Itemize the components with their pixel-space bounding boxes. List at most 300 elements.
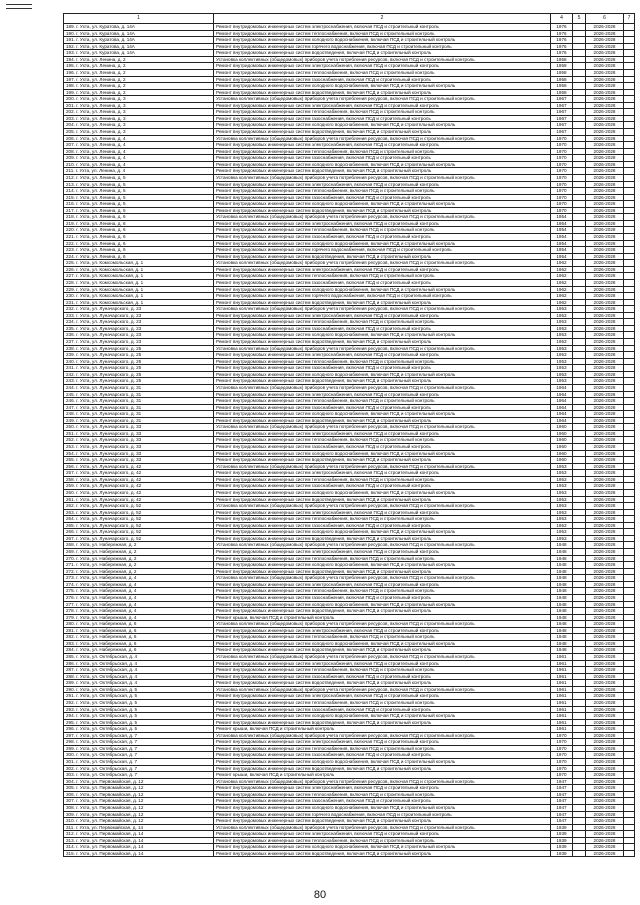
year-cell: 1954 bbox=[551, 234, 573, 241]
address-cell: 272. г. Ухта, ул. Набережная, д. 2 bbox=[64, 568, 214, 575]
period-cell: 2026-2028 bbox=[586, 306, 624, 313]
period-cell: 2026-2028 bbox=[586, 227, 624, 234]
address-cell: 216. г. Ухта, ул. Ленина, д. 5 bbox=[64, 201, 214, 208]
address-cell: 283. г. Ухта, ул. Набережная, д. 6 bbox=[64, 640, 214, 647]
work-type-cell: Ремонт внутридомовых инженерных систем теплоснабжения, включая ПСД и строительный контроль bbox=[214, 227, 551, 234]
year-cell: 1948 bbox=[551, 634, 573, 641]
work-type-cell: Ремонт внутридомовых инженерных систем теплоснабжения, включая ПСД и строительный контроль bbox=[214, 69, 551, 76]
year-cell: 1970 bbox=[551, 207, 573, 214]
address-cell: 289. г. Ухта, ул. Октябрьская, д. 4 bbox=[64, 680, 214, 687]
year-cell: 1960 bbox=[551, 430, 573, 437]
period-cell: 2026-2028 bbox=[586, 378, 624, 385]
address-cell: 198. г. Ухта, ул. Ленина, д. 2 bbox=[64, 83, 214, 90]
address-cell: 201. г. Ухта, ул. Ленина, д. 3 bbox=[64, 102, 214, 109]
year-cell: 1948 bbox=[551, 608, 573, 615]
period-cell: 2026-2028 bbox=[586, 614, 624, 621]
year-cell: 1970 bbox=[551, 161, 573, 168]
work-type-cell: Ремонт внутридомовых инженерных систем холодного водоснабжения, включая ПСД и строительный контроль bbox=[214, 640, 551, 647]
address-cell: 287. г. Ухта, ул. Октябрьская, д. 4 bbox=[64, 667, 214, 674]
period-cell: 2026-2028 bbox=[586, 680, 624, 687]
year-cell: 1976 bbox=[551, 43, 573, 50]
year-cell: 1964 bbox=[551, 391, 573, 398]
work-type-cell: Ремонт внутридомовых инженерных систем холодного водоснабжения, включая ПСД и строительный контроль bbox=[214, 804, 551, 811]
period-cell: 2026-2028 bbox=[586, 765, 624, 772]
work-type-cell: Ремонт внутридомовых инженерных систем водоотведения, включая ПСД и строительный контроль bbox=[214, 417, 551, 424]
year-cell: 1958 bbox=[551, 89, 573, 96]
year-cell: 1953 bbox=[551, 378, 573, 385]
work-type-cell: Ремонт внутридомовых инженерных систем электроснабжения, включая ПСД и строительный контроль bbox=[214, 785, 551, 792]
period-cell: 2026-2028 bbox=[586, 96, 624, 103]
year-cell: 1948 bbox=[551, 549, 573, 556]
work-type-cell: Ремонт внутридомовых инженерных систем электроснабжения, включая ПСД и строительный контроль bbox=[214, 549, 551, 556]
year-cell: 1964 bbox=[551, 411, 573, 418]
work-type-cell: Ремонт внутридомовых инженерных систем электроснабжения, включая ПСД и строительный контроль bbox=[214, 470, 551, 477]
year-cell: 1953 bbox=[551, 496, 573, 503]
address-cell: 231. г. Ухта, ул. Комсомольская, д. 1 bbox=[64, 299, 214, 306]
address-cell: 193. г. Ухта, ул. Куратова, д. 14А bbox=[64, 50, 214, 57]
year-cell: 1953 bbox=[551, 476, 573, 483]
year-cell: 1961 bbox=[551, 686, 573, 693]
year-cell: 1960 bbox=[551, 444, 573, 451]
period-cell: 2026-2028 bbox=[586, 345, 624, 352]
address-cell: 240. г. Ухта, ул. Луначарского, д. 25 bbox=[64, 358, 214, 365]
period-cell: 2026-2028 bbox=[586, 358, 624, 365]
work-type-cell: Установка коллективных (общедомовых) приборов учета потребления ресурсов, включая ПСД и строительный контроль bbox=[214, 260, 551, 267]
period-cell: 2026-2028 bbox=[586, 713, 624, 720]
year-cell: 1953 bbox=[551, 306, 573, 313]
work-type-cell: Ремонт внутридомовых инженерных систем теплоснабжения, включая ПСД и строительный контроль bbox=[214, 319, 551, 326]
work-type-cell: Ремонт внутридомовых инженерных систем водоотведения, включая ПСД и строительный контроль bbox=[214, 850, 551, 857]
period-cell: 2026-2028 bbox=[586, 693, 624, 700]
year-cell: 1939 bbox=[551, 824, 573, 831]
address-cell: 226. г. Ухта, ул. Комсомольская, д. 1 bbox=[64, 266, 214, 273]
work-type-cell: Ремонт внутридомовых инженерных систем холодного водоснабжения, включая ПСД и строительный контроль bbox=[214, 37, 551, 44]
work-type-cell: Ремонт внутридомовых инженерных систем горячего водоснабжения, включая ПСД и строительный контроль bbox=[214, 811, 551, 818]
period-cell: 2026-2028 bbox=[586, 279, 624, 286]
address-cell: 306. г. Ухта, ул. Первомайская, д. 12 bbox=[64, 791, 214, 798]
period-cell: 2026-2028 bbox=[586, 476, 624, 483]
year-cell: 1948 bbox=[551, 575, 573, 582]
address-cell: 243. г. Ухта, ул. Луначарского, д. 25 bbox=[64, 378, 214, 385]
year-cell: 1948 bbox=[551, 542, 573, 549]
year-cell: 1976 bbox=[551, 30, 573, 37]
period-cell: 2026-2028 bbox=[586, 424, 624, 431]
period-cell: 2026-2028 bbox=[586, 142, 624, 149]
year-cell: 1953 bbox=[551, 463, 573, 470]
period-cell: 2026-2028 bbox=[586, 135, 624, 142]
period-cell: 2026-2028 bbox=[586, 804, 624, 811]
work-type-cell: Установка коллективных (общедомовых) приборов учета потребления ресурсов, включая ПСД и строительный контроль bbox=[214, 732, 551, 739]
year-cell: 1958 bbox=[551, 63, 573, 70]
year-cell: 1976 bbox=[551, 50, 573, 57]
period-cell: 2026-2028 bbox=[586, 778, 624, 785]
year-cell: 1953 bbox=[551, 345, 573, 352]
document-sheet bbox=[63, 13, 634, 857]
address-cell: 211. г. Ухта, ул. Ленина, д. 4 bbox=[64, 168, 214, 175]
year-cell: 1953 bbox=[551, 489, 573, 496]
year-cell: 1953 bbox=[551, 365, 573, 372]
period-cell: 2026-2028 bbox=[586, 594, 624, 601]
work-type-cell: Ремонт внутридомовых инженерных систем газоснабжения, включая ПСД и строительный контроль bbox=[214, 155, 551, 162]
work-type-cell: Ремонт внутридомовых инженерных систем водоотведения, включая ПСД и строительный контроль bbox=[214, 535, 551, 542]
year-cell: 1953 bbox=[551, 325, 573, 332]
work-type-cell: Установка коллективных (общедомовых) приборов учета потребления ресурсов, включая ПСД и строительный контроль bbox=[214, 654, 551, 661]
address-cell: 227. г. Ухта, ул. Комсомольская, д. 1 bbox=[64, 273, 214, 280]
year-cell: 1961 bbox=[551, 667, 573, 674]
year-cell: 1970 bbox=[551, 739, 573, 746]
address-cell: 303. г. Ухта, ул. Октябрьская, д. 7 bbox=[64, 772, 214, 779]
work-type-cell: Ремонт внутридомовых инженерных систем водоотведения, включая ПСД и строительный контроль bbox=[214, 253, 551, 260]
year-cell: 1958 bbox=[551, 83, 573, 90]
period-cell: 2026-2028 bbox=[586, 56, 624, 63]
year-cell: 1961 bbox=[551, 654, 573, 661]
period-cell: 2026-2028 bbox=[586, 450, 624, 457]
period-cell: 2026-2028 bbox=[586, 371, 624, 378]
page-number: 80 bbox=[313, 889, 327, 901]
period-cell: 2026-2028 bbox=[586, 201, 624, 208]
work-type-cell: Ремонт внутридомовых инженерных систем электроснабжения, включая ПСД и строительный контроль bbox=[214, 181, 551, 188]
year-cell: 1953 bbox=[551, 371, 573, 378]
address-cell: 234. г. Ухта, ул. Луначарского, д. 23 bbox=[64, 319, 214, 326]
year-cell: 1967 bbox=[551, 129, 573, 136]
work-type-cell: Установка коллективных (общедомовых) приборов учета потребления ресурсов, включая ПСД и строительный контроль bbox=[214, 135, 551, 142]
address-cell: 293. г. Ухта, ул. Октябрьская, д. 5 bbox=[64, 706, 214, 713]
address-cell: 314. г. Ухта, ул. Первомайская, д. 14 bbox=[64, 844, 214, 851]
year-cell: 1953 bbox=[551, 470, 573, 477]
period-cell: 2026-2028 bbox=[586, 411, 624, 418]
address-cell: 236. г. Ухта, ул. Луначарского, д. 23 bbox=[64, 332, 214, 339]
period-cell: 2026-2028 bbox=[586, 115, 624, 122]
year-cell: 1961 bbox=[551, 680, 573, 687]
year-cell: 1953 bbox=[551, 319, 573, 326]
year-cell: 1953 bbox=[551, 339, 573, 346]
work-type-cell: Ремонт внутридомовых инженерных систем электроснабжения, включая ПСД и строительный контроль bbox=[214, 739, 551, 746]
address-cell: 279. г. Ухта, ул. Набережная, д. 4 bbox=[64, 614, 214, 621]
period-cell: 2026-2028 bbox=[586, 844, 624, 851]
work-type-cell: Ремонт крыши, включая ПСД и строительный контроль bbox=[214, 726, 551, 733]
period-cell: 2026-2028 bbox=[586, 568, 624, 575]
table-row bbox=[64, 850, 635, 857]
year-cell: 1964 bbox=[551, 404, 573, 411]
address-cell: 257. г. Ухта, ул. Луначарского, д. 42 bbox=[64, 470, 214, 477]
period-cell: 2026-2028 bbox=[586, 673, 624, 680]
year-cell: 1953 bbox=[551, 312, 573, 319]
address-cell: 301. г. Ухта, ул. Октябрьская, д. 7 bbox=[64, 759, 214, 766]
address-cell: 206. г. Ухта, ул. Ленина, д. 4 bbox=[64, 135, 214, 142]
period-cell: 2026-2028 bbox=[586, 463, 624, 470]
period-cell: 2026-2028 bbox=[586, 529, 624, 536]
year-cell: 1962 bbox=[551, 286, 573, 293]
work-type-cell: Ремонт внутридомовых инженерных систем горячего водоснабжения, включая ПСД и строительный контроль bbox=[214, 43, 551, 50]
period-cell: 2026-2028 bbox=[586, 437, 624, 444]
year-cell: 1960 bbox=[551, 437, 573, 444]
address-cell: 296. г. Ухта, ул. Октябрьская, д. 5 bbox=[64, 726, 214, 733]
work-type-cell: Ремонт внутридомовых инженерных систем водоотведения, включая ПСД и строительный контроль bbox=[214, 680, 551, 687]
period-cell: 2026-2028 bbox=[586, 549, 624, 556]
address-cell: 311. г. Ухта, ул. Первомайская, д. 14 bbox=[64, 824, 214, 831]
period-cell: 2026-2028 bbox=[586, 837, 624, 844]
work-type-cell: Ремонт внутридомовых инженерных систем электроснабжения, включая ПСД и строительный контроль bbox=[214, 102, 551, 109]
address-cell: 281. г. Ухта, ул. Набережная, д. 6 bbox=[64, 627, 214, 634]
work-type-cell: Ремонт внутридомовых инженерных систем электроснабжения, включая ПСД и строительный контроль bbox=[214, 627, 551, 634]
period-cell: 2026-2028 bbox=[586, 470, 624, 477]
address-cell: 255. г. Ухта, ул. Луначарского, д. 33 bbox=[64, 457, 214, 464]
period-cell: 2026-2028 bbox=[586, 831, 624, 838]
period-cell: 2026-2028 bbox=[586, 168, 624, 175]
address-cell: 249. г. Ухта, ул. Луначарского, д. 31 bbox=[64, 417, 214, 424]
period-cell: 2026-2028 bbox=[586, 83, 624, 90]
work-type-cell: Ремонт внутридомовых инженерных систем водоотведения, включая ПСД и строительный контроль bbox=[214, 647, 551, 654]
year-cell: 1948 bbox=[551, 588, 573, 595]
address-cell: 228. г. Ухта, ул. Комсомольская, д. 1 bbox=[64, 279, 214, 286]
period-cell: 2026-2028 bbox=[586, 293, 624, 300]
period-cell: 2026-2028 bbox=[586, 384, 624, 391]
year-cell: 1948 bbox=[551, 627, 573, 634]
address-cell: 298. г. Ухта, ул. Октябрьская, д. 7 bbox=[64, 739, 214, 746]
year-cell: 1970 bbox=[551, 168, 573, 175]
address-cell: 195. г. Ухта, ул. Ленина, д. 2 bbox=[64, 63, 214, 70]
year-cell: 1947 bbox=[551, 785, 573, 792]
period-cell: 2026-2028 bbox=[586, 325, 624, 332]
address-cell: 299. г. Ухта, ул. Октябрьская, д. 7 bbox=[64, 745, 214, 752]
work-type-cell: Ремонт внутридомовых инженерных систем электроснабжения, включая ПСД и строительный контроль bbox=[214, 63, 551, 70]
work-type-cell: Ремонт внутридомовых инженерных систем газоснабжения, включая ПСД и строительный контроль bbox=[214, 76, 551, 83]
address-cell: 252. г. Ухта, ул. Луначарского, д. 33 bbox=[64, 437, 214, 444]
year-cell: 1947 bbox=[551, 798, 573, 805]
work-type-cell: Установка коллективных (общедомовых) приборов учета потребления ресурсов, включая ПСД и строительный контроль bbox=[214, 384, 551, 391]
work-type-cell: Ремонт внутридомовых инженерных систем водоотведения, включая ПСД и строительный контроль bbox=[214, 50, 551, 57]
address-cell: 209. г. Ухта, ул. Ленина, д. 4 bbox=[64, 155, 214, 162]
address-cell: 300. г. Ухта, ул. Октябрьская, д. 7 bbox=[64, 752, 214, 759]
table-body bbox=[64, 24, 635, 857]
work-type-cell: Ремонт внутридомовых инженерных систем холодного водоснабжения, включая ПСД и строительный контроль bbox=[214, 844, 551, 851]
year-cell: 1961 bbox=[551, 693, 573, 700]
address-cell: 233. г. Ухта, ул. Луначарского, д. 23 bbox=[64, 312, 214, 319]
year-cell: 1954 bbox=[551, 214, 573, 221]
period-cell: 2026-2028 bbox=[586, 726, 624, 733]
period-cell: 2026-2028 bbox=[586, 824, 624, 831]
period-cell: 2026-2028 bbox=[586, 850, 624, 857]
year-cell: 1939 bbox=[551, 831, 573, 838]
period-cell: 2026-2028 bbox=[586, 266, 624, 273]
address-cell: 200. г. Ухта, ул. Ленина, д. 3 bbox=[64, 96, 214, 103]
period-cell: 2026-2028 bbox=[586, 654, 624, 661]
year-cell: 1961 bbox=[551, 706, 573, 713]
period-cell: 2026-2028 bbox=[586, 240, 624, 247]
address-cell: 267. г. Ухта, ул. Луначарского, д. 52 bbox=[64, 535, 214, 542]
period-cell: 2026-2028 bbox=[586, 148, 624, 155]
work-type-cell: Ремонт внутридомовых инженерных систем холодного водоснабжения, включая ПСД и строительный контроль bbox=[214, 713, 551, 720]
blank-cell bbox=[573, 850, 586, 857]
year-cell: 1970 bbox=[551, 201, 573, 208]
address-cell: 275. г. Ухта, ул. Набережная, д. 4 bbox=[64, 588, 214, 595]
work-type-cell: Ремонт внутридомовых инженерных систем газоснабжения, включая ПСД и строительный контроль bbox=[214, 673, 551, 680]
work-type-cell: Ремонт внутридомовых инженерных систем электроснабжения, включая ПСД и строительный контроль bbox=[214, 693, 551, 700]
period-cell: 2026-2028 bbox=[586, 535, 624, 542]
period-cell: 2026-2028 bbox=[586, 220, 624, 227]
year-cell: 1976 bbox=[551, 37, 573, 44]
period-cell: 2026-2028 bbox=[586, 89, 624, 96]
period-cell: 2026-2028 bbox=[586, 686, 624, 693]
address-cell: 284. г. Ухта, ул. Набережная, д. 6 bbox=[64, 647, 214, 654]
year-cell: 1954 bbox=[551, 240, 573, 247]
work-type-cell: Ремонт внутридомовых инженерных систем газоснабжения, включая ПСД и строительный контроль bbox=[214, 798, 551, 805]
work-type-cell: Ремонт внутридомовых инженерных систем газоснабжения, включая ПСД и строительный контроль bbox=[214, 752, 551, 759]
year-cell: 1967 bbox=[551, 109, 573, 116]
address-cell: 244. г. Ухта, ул. Луначарского, д. 31 bbox=[64, 384, 214, 391]
year-cell: 1948 bbox=[551, 581, 573, 588]
address-cell: 191. г. Ухта, ул. Куратова, д. 14А bbox=[64, 37, 214, 44]
work-type-cell: Ремонт внутридомовых инженерных систем теплоснабжения, включая ПСД и строительный контроль bbox=[214, 791, 551, 798]
address-cell: 238. г. Ухта, ул. Луначарского, д. 25 bbox=[64, 345, 214, 352]
period-cell: 2026-2028 bbox=[586, 660, 624, 667]
period-cell: 2026-2028 bbox=[586, 273, 624, 280]
address-cell: 199. г. Ухта, ул. Ленина, д. 2 bbox=[64, 89, 214, 96]
period-cell: 2026-2028 bbox=[586, 234, 624, 241]
year-cell: 1960 bbox=[551, 450, 573, 457]
period-cell: 2026-2028 bbox=[586, 247, 624, 254]
work-type-cell: Ремонт внутридомовых инженерных систем газоснабжения, включая ПСД и строительный контроль bbox=[214, 194, 551, 201]
year-cell: 1970 bbox=[551, 188, 573, 195]
period-cell: 2026-2028 bbox=[586, 509, 624, 516]
period-cell: 2026-2028 bbox=[586, 575, 624, 582]
header-col-3: 4 bbox=[551, 14, 573, 24]
work-type-cell: Ремонт внутридомовых инженерных систем водоотведения, включая ПСД и строительный контроль bbox=[214, 719, 551, 726]
work-type-cell: Ремонт внутридомовых инженерных систем водоотведения, включая ПСД и строительный контроль bbox=[214, 168, 551, 175]
address-cell: 258. г. Ухта, ул. Луначарского, д. 42 bbox=[64, 476, 214, 483]
year-cell: 1954 bbox=[551, 220, 573, 227]
year-cell: 1964 bbox=[551, 398, 573, 405]
year-cell: 1953 bbox=[551, 503, 573, 510]
year-cell: 1962 bbox=[551, 266, 573, 273]
work-type-cell: Установка коллективных (общедомовых) приборов учета потребления ресурсов, включая ПСД и строительный контроль bbox=[214, 824, 551, 831]
period-cell: 2026-2028 bbox=[586, 719, 624, 726]
year-cell: 1961 bbox=[551, 713, 573, 720]
address-cell: 268. г. Ухта, ул. Набережная, д. 2 bbox=[64, 542, 214, 549]
period-cell: 2026-2028 bbox=[586, 174, 624, 181]
work-type-cell: Ремонт внутридомовых инженерных систем газоснабжения, включая ПСД и строительный контроль bbox=[214, 279, 551, 286]
year-cell: 1970 bbox=[551, 194, 573, 201]
address-cell: 286. г. Ухта, ул. Октябрьская, д. 4 bbox=[64, 660, 214, 667]
period-cell: 2026-2028 bbox=[586, 542, 624, 549]
work-type-cell: Ремонт внутридомовых инженерных систем электроснабжения, включая ПСД и строительный контроль bbox=[214, 831, 551, 838]
year-cell: 1961 bbox=[551, 673, 573, 680]
period-cell: 2026-2028 bbox=[586, 745, 624, 752]
address-cell: 190. г. Ухта, ул. Куратова, д. 14А bbox=[64, 30, 214, 37]
work-type-cell: Ремонт внутридомовых инженерных систем водоотведения, включая ПСД и строительный контроль bbox=[214, 568, 551, 575]
address-cell: 312. г. Ухта, ул. Первомайская, д. 14 bbox=[64, 831, 214, 838]
address-cell: 269. г. Ухта, ул. Набережная, д. 2 bbox=[64, 549, 214, 556]
period-cell: 2026-2028 bbox=[586, 365, 624, 372]
address-cell: 205. г. Ухта, ул. Ленина, д. 3 bbox=[64, 129, 214, 136]
work-type-cell: Ремонт внутридомовых инженерных систем газоснабжения, включая ПСД и строительный контроль bbox=[214, 365, 551, 372]
work-type-cell: Ремонт внутридомовых инженерных систем газоснабжения, включая ПСД и строительный контроль bbox=[214, 115, 551, 122]
header-col-6: 7 bbox=[624, 14, 635, 24]
address-cell: 232. г. Ухта, ул. Луначарского, д. 23 bbox=[64, 306, 214, 313]
year-cell: 1976 bbox=[551, 24, 573, 31]
address-cell: 313. г. Ухта, ул. Первомайская, д. 14 bbox=[64, 837, 214, 844]
address-cell: 274. г. Ухта, ул. Набережная, д. 4 bbox=[64, 581, 214, 588]
address-cell: 285. г. Ухта, ул. Октябрьская, д. 4 bbox=[64, 654, 214, 661]
year-cell: 1939 bbox=[551, 837, 573, 844]
year-cell: 1970 bbox=[551, 174, 573, 181]
work-type-cell: Ремонт внутридомовых инженерных систем теплоснабжения, включая ПСД и строительный контроль bbox=[214, 745, 551, 752]
address-cell: 278. г. Ухта, ул. Набережная, д. 4 bbox=[64, 608, 214, 615]
period-cell: 2026-2028 bbox=[586, 489, 624, 496]
year-cell: 1939 bbox=[551, 850, 573, 857]
period-cell: 2026-2028 bbox=[586, 522, 624, 529]
year-cell: 1964 bbox=[551, 417, 573, 424]
work-type-cell: Ремонт внутридомовых инженерных систем холодного водоснабжения, включая ПСД и строительный контроль bbox=[214, 286, 551, 293]
address-cell: 217. г. Ухта, ул. Ленина, д. 5 bbox=[64, 207, 214, 214]
period-cell: 2026-2028 bbox=[586, 503, 624, 510]
address-cell: 223. г. Ухта, ул. Ленина, д. 6 bbox=[64, 247, 214, 254]
period-cell: 2026-2028 bbox=[586, 588, 624, 595]
year-cell: 1970 bbox=[551, 135, 573, 142]
address-cell: 230. г. Ухта, ул. Комсомольская, д. 1 bbox=[64, 293, 214, 300]
work-type-cell: Ремонт внутридомовых инженерных систем холодного водоснабжения, включая ПСД и строительный контроль bbox=[214, 601, 551, 608]
year-cell: 1967 bbox=[551, 115, 573, 122]
work-type-cell: Ремонт внутридомовых инженерных систем водоотведения, включая ПСД и строительный контроль bbox=[214, 207, 551, 214]
year-cell: 1958 bbox=[551, 69, 573, 76]
period-cell: 2026-2028 bbox=[586, 312, 624, 319]
work-type-cell: Установка коллективных (общедомовых) приборов учета потребления ресурсов, включая ПСД и строительный контроль bbox=[214, 306, 551, 313]
year-cell: 1953 bbox=[551, 529, 573, 536]
period-cell: 2026-2028 bbox=[586, 391, 624, 398]
work-type-cell: Ремонт внутридомовых инженерных систем холодного водоснабжения, включая ПСД и строительный контроль bbox=[214, 371, 551, 378]
year-cell: 1970 bbox=[551, 155, 573, 162]
year-cell: 1960 bbox=[551, 424, 573, 431]
period-cell: 2026-2028 bbox=[586, 122, 624, 129]
year-cell: 1970 bbox=[551, 752, 573, 759]
period-cell: 2026-2028 bbox=[586, 562, 624, 569]
year-cell: 1953 bbox=[551, 522, 573, 529]
work-type-cell: Ремонт внутридомовых инженерных систем холодного водоснабжения, включая ПСД и строительный контроль bbox=[214, 489, 551, 496]
address-cell: 263. г. Ухта, ул. Луначарского, д. 52 bbox=[64, 509, 214, 516]
period-cell: 2026-2028 bbox=[586, 640, 624, 647]
year-cell: 1954 bbox=[551, 227, 573, 234]
year-cell: 1961 bbox=[551, 699, 573, 706]
year-cell: 1948 bbox=[551, 621, 573, 628]
period-cell: 2026-2028 bbox=[586, 798, 624, 805]
period-cell: 2026-2028 bbox=[586, 352, 624, 359]
address-cell: 254. г. Ухта, ул. Луначарского, д. 33 bbox=[64, 450, 214, 457]
year-cell: 1948 bbox=[551, 640, 573, 647]
period-cell: 2026-2028 bbox=[586, 214, 624, 221]
address-cell: 261. г. Ухта, ул. Луначарского, д. 42 bbox=[64, 496, 214, 503]
work-type-cell: Ремонт внутридомовых инженерных систем газоснабжения, включая ПСД и строительный контроль bbox=[214, 594, 551, 601]
address-cell: 276. г. Ухта, ул. Набережная, д. 4 bbox=[64, 594, 214, 601]
work-type-cell: Ремонт внутридомовых инженерных систем водоотведения, включая ПСД и строительный контроль bbox=[214, 339, 551, 346]
work-type-cell: Установка коллективных (общедомовых) приборов учета потребления ресурсов, включая ПСД и строительный контроль bbox=[214, 575, 551, 582]
year-cell: 1962 bbox=[551, 273, 573, 280]
address-cell: 309. г. Ухта, ул. Первомайская, д. 12 bbox=[64, 811, 214, 818]
period-cell: 2026-2028 bbox=[586, 332, 624, 339]
work-type-cell: Установка коллективных (общедомовых) приборов учета потребления ресурсов, включая ПСД и строительный контроль bbox=[214, 503, 551, 510]
work-type-cell: Ремонт внутридомовых инженерных систем электроснабжения, включая ПСД и строительный контроль bbox=[214, 312, 551, 319]
address-cell: 273. г. Ухта, ул. Набережная, д. 4 bbox=[64, 575, 214, 582]
year-cell: 1970 bbox=[551, 765, 573, 772]
period-cell: 2026-2028 bbox=[586, 161, 624, 168]
work-type-cell: Ремонт внутридомовых инженерных систем газоснабжения, включая ПСД и строительный контроль bbox=[214, 706, 551, 713]
address-cell: 282. г. Ухта, ул. Набережная, д. 6 bbox=[64, 634, 214, 641]
work-type-cell: Ремонт внутридомовых инженерных систем горячего водоснабжения, включая ПСД и строительный контроль bbox=[214, 247, 551, 254]
work-type-cell: Ремонт внутридомовых инженерных систем холодного водоснабжения, включая ПСД и строительный контроль bbox=[214, 201, 551, 208]
work-schedule-table bbox=[63, 13, 635, 857]
period-cell: 2026-2028 bbox=[586, 785, 624, 792]
address-cell: 250. г. Ухта, ул. Луначарского, д. 33 bbox=[64, 424, 214, 431]
year-cell: 1947 bbox=[551, 791, 573, 798]
